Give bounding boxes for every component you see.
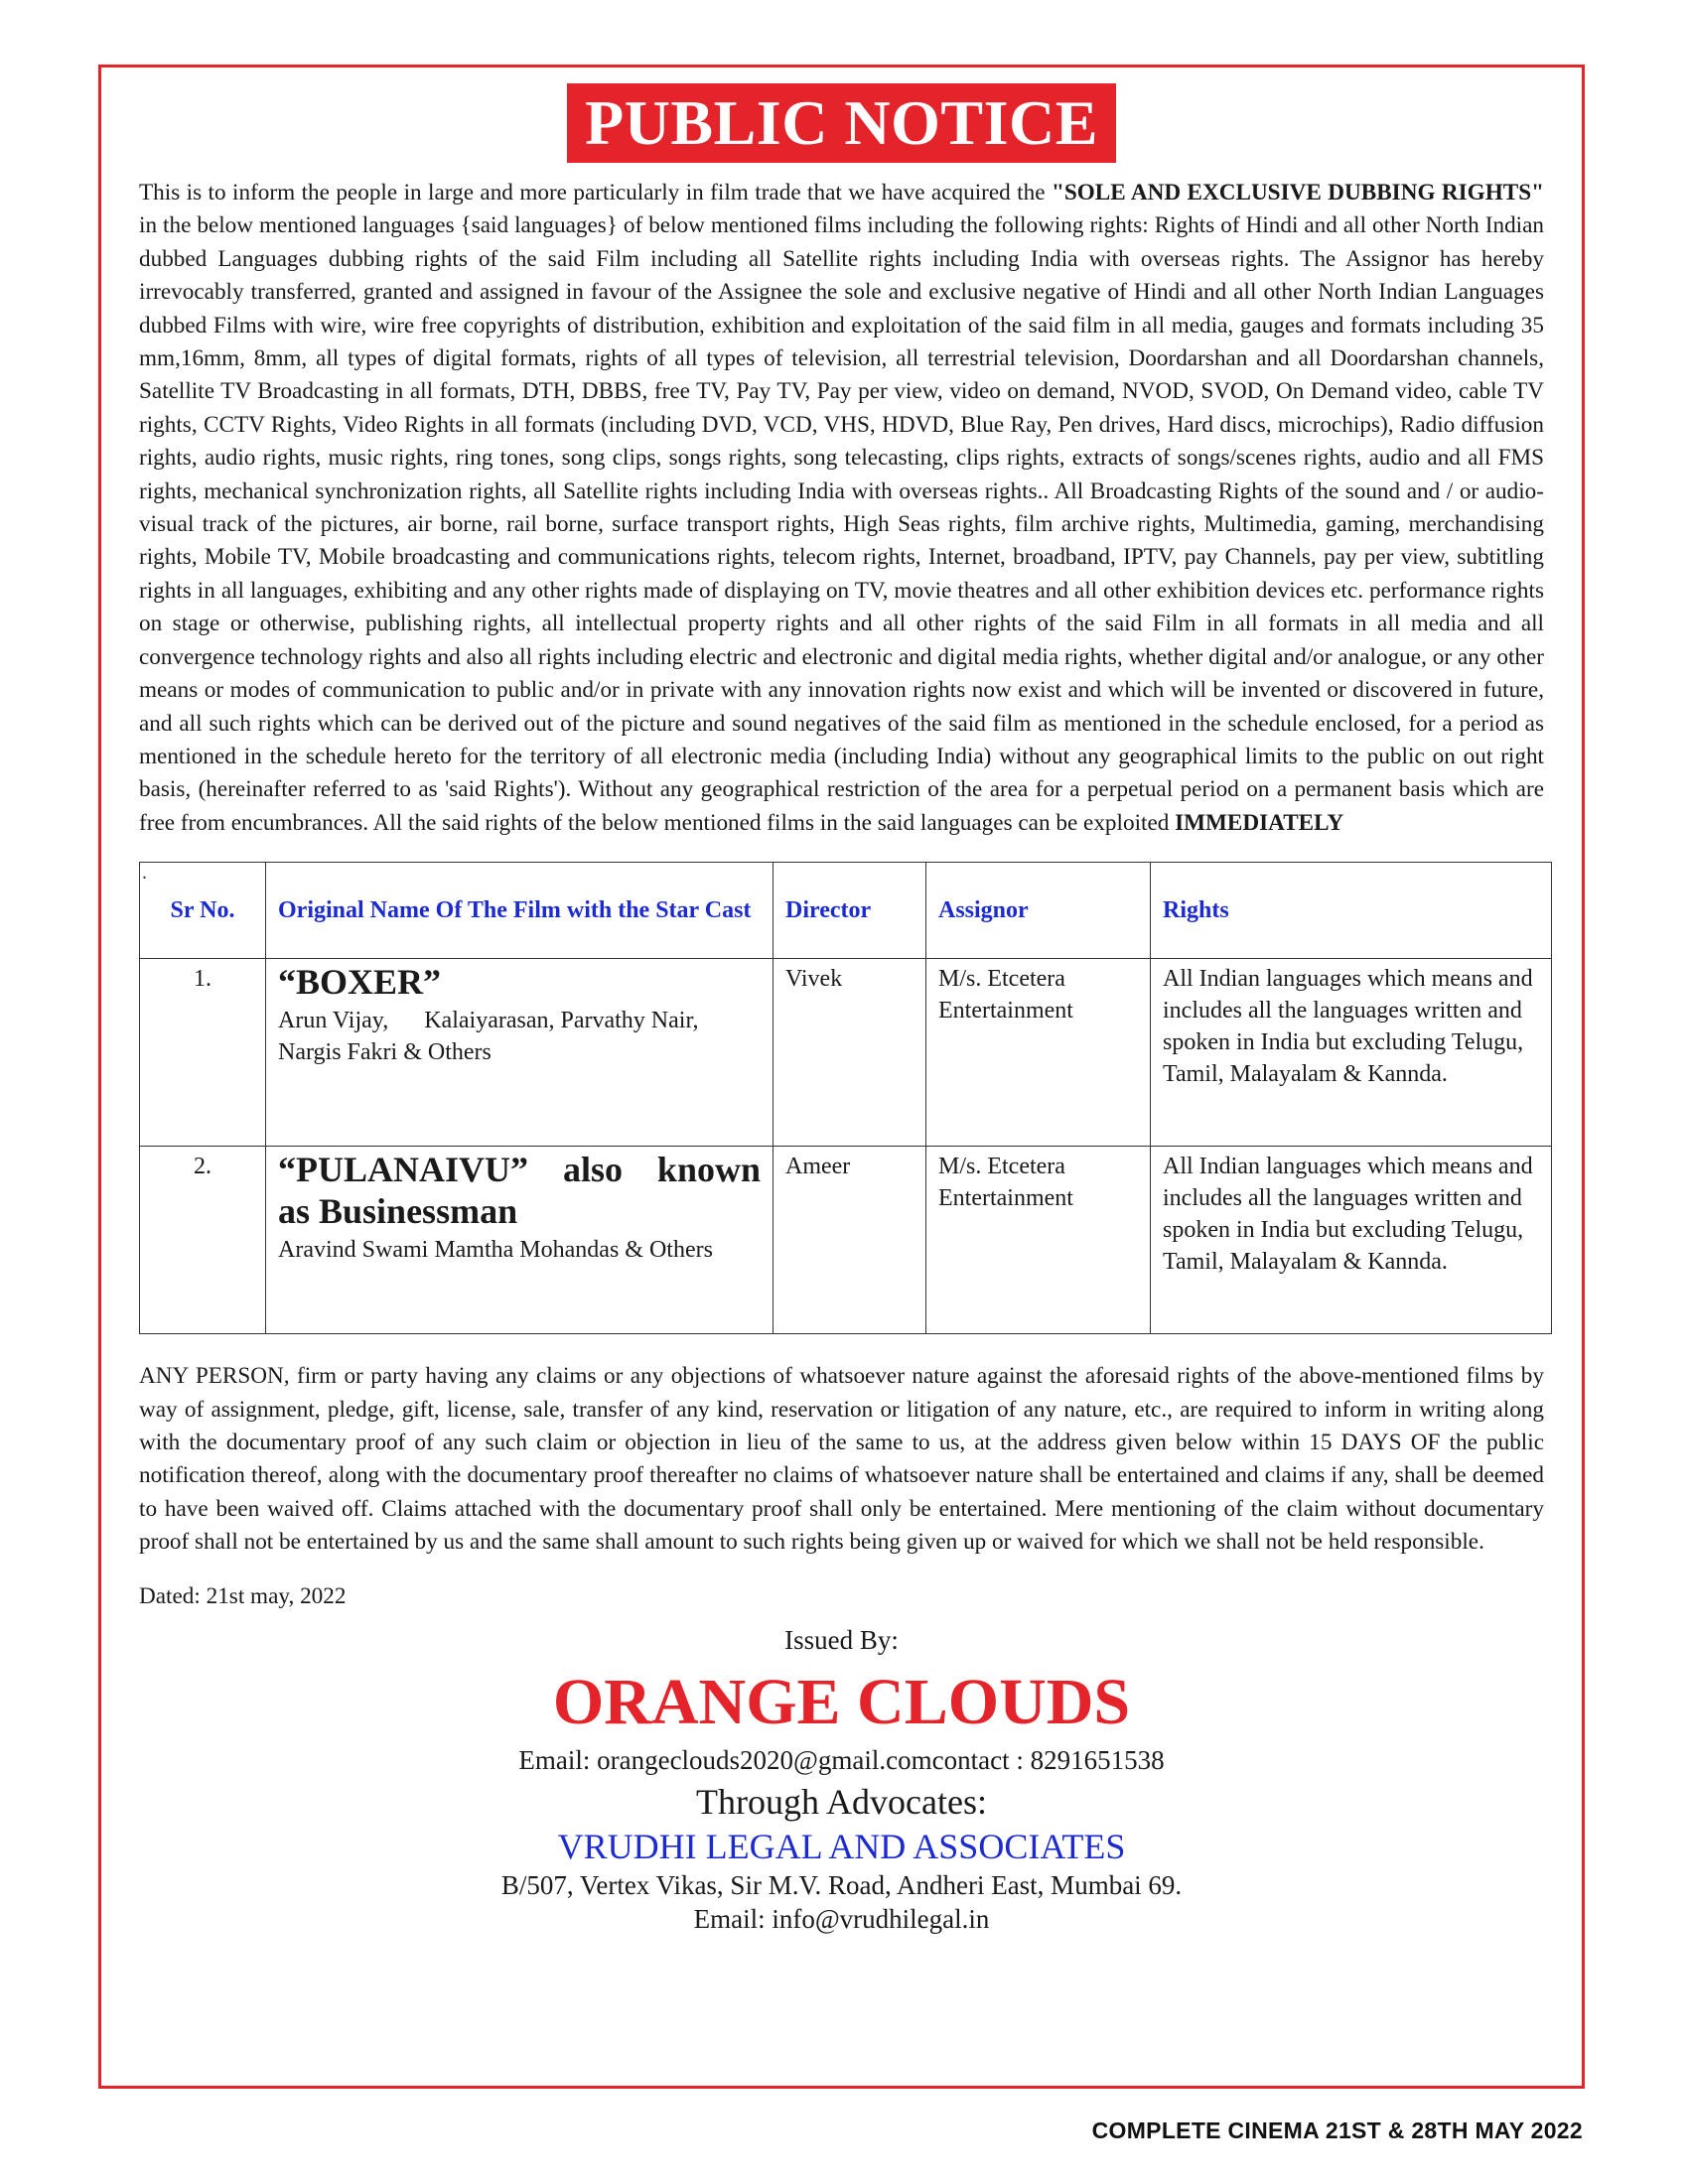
intro-paragraph [139, 177, 1544, 840]
header-director: Director [774, 863, 926, 959]
intro-rights-bold: "SOLE AND EXCLUSIVE DUBBING RIGHTS" [1051, 180, 1544, 205]
row-assignor: M/s. Etcetera Entertainment [926, 959, 1151, 1147]
header-rights: Rights [1151, 863, 1552, 959]
advocates-address: B/507, Vertex Vikas, Sir M.V. Road, Andheri East, Mumbai 69. [500, 1869, 1183, 1900]
row-director: Ameer [774, 1147, 926, 1334]
intro-immediately: IMMEDIATELY [1175, 809, 1344, 836]
publication-footer: COMPLETE CINEMA 21ST & 28TH MAY 2022 [1091, 2117, 1583, 2143]
film-cast: Aravind Swami Mamtha Mohandas & Others [278, 1237, 713, 1264]
issued-by: Issued By: [784, 1624, 899, 1655]
notice-title: PUBLIC NOTICE [567, 83, 1116, 163]
intro-body: in the below mentioned languages {said languages} of below mentioned films including the following rights: Rights of Hindi and all other North Indian dubbed Languages dubbing rights of the said Film including all Satellite rights including India with overseas rights. The Assignor has hereby irrevocably transferred, granted and assigned in favour of the Assignee the sole and exclusive negative of Hindi and all other North Indian Languages dubbed Films with wire, wire free copyrights of distribution, exhibition and exploitation of the said film in all media, gauges and formats including 35 mm,16mm, 8mm, all types of digital formats, rights of all types of television, all terrestrial television, Doordarshan and all Doordarshan channels, Satellite TV Broadcasting in all formats, DTH, DBBS, free TV, Pay TV, Pay per view, video on demand, NVOD, SVOD, On Demand video, cable TV rights, CCTV Rights, Video Rights in all formats (including DVD, VCD, VHS, HDVD, Blue Ray, Pen drives, Hard discs, microchips), Radio diffusion rights, audio rights, music rights, ring tones, song clips, songs rights, song telecasting, clips rights, extracts of songs/scenes rights, audio and all FMS rights, mechanical synchronization rights, all Satellite rights including India with overseas rights.. All Broadcasting Rights of the sound and / or audio-visual track of the pictures, air borne, rail borne, surface transport rights, High Seas rights, film archive rights, Multimedia, gaming, merchandising rights, Mobile TV, Mobile broadcasting and communications rights, telecom rights, Internet, broadband, IPTV, pay Channels, pay per view, subtitling rights in all languages, exhibiting and any other rights made of displaying on TV, movie theatres and all other exhibition devices etc. performance rights on stage or otherwise, publishing rights, all intellectual property rights and all other rights of the said Film in all formats in all media and all convergence technology rights and also all rights including electric and electronic and digital media rights, whether digital and/or analogue, or any other means or modes of communication to public and/or in private with any innovation rights now exist and which will be invented or discovered in future, and all such rights which can be derived out of the picture and sound negatives of the said film as mentioned in the schedule enclosed, for a period as mentioned in the schedule hereto for the territory of all electronic media (including India) without any geographical limits to the public on out right basis, (hereinafter referred to as 'said Rights'). Without any geographical restriction of the area for a perpetual period on a permanent basis which are free from encumbrances. All the said rights of the below mentioned films in the said languages can be exploited [139, 212, 1544, 836]
notice-border [98, 65, 1585, 2089]
film-title-line2: as Businessman [278, 1191, 518, 1232]
dated: Dated: 21st may, 2022 [139, 1582, 347, 1609]
company-contact: Email: orangeclouds2020@gmail.comcontact : 8291651538 [518, 1744, 1165, 1775]
row-sr: 2. [140, 1147, 266, 1334]
row-rights: All Indian languages which means and includes all the languages written and spoken in India but excluding Telugu, Tamil, Malayalam & Kannda. [1151, 959, 1552, 1147]
header-sr-no: . Sr No. [140, 863, 266, 959]
title-bar [101, 83, 1582, 163]
claims-paragraph: ANY PERSON, firm or party having any claims or any objections of whatsoever nature against the aforesaid rights of the above-mentioned films by way of assignment, pledge, gift, license, sale, transfer of any kind, reservation or litigation of any nature, etc., are required to inform in writing along with the documentary proof of any such claim or objection in lieu of the same to us, at the address given below within 15 DAYS OF the public notification thereof, along with the documentary proof thereafter no claims of whatsoever nature shall be entertained and claims if any, shall be deemed to have been waived off. Claims attached with the documentary proof shall only be entertained. Mere mentioning of the claim without documentary proof shall not be entertained by us and the same shall amount to such rights being given up or waived for which we shall not be held responsible. [139, 1363, 1544, 1556]
table-row [140, 1147, 1552, 1334]
company-name: ORANGE CLOUDS [552, 1665, 1131, 1738]
films-table [139, 862, 1552, 1334]
notice-content [139, 177, 1544, 1936]
advocates-firm: VRUDHI LEGAL AND ASSOCIATES [557, 1826, 1126, 1866]
row-director: Vivek [774, 959, 926, 1147]
intro-lead: This is to inform the people in large and more particularly in film trade that we have acquired the [139, 180, 1052, 205]
header-film: Original Name Of The Film with the Star Cast [266, 863, 774, 959]
header-assignor: Assignor [926, 863, 1151, 959]
row-film [266, 1147, 774, 1334]
stray-mark: . [142, 862, 147, 885]
advocates-email: Email: info@vrudhilegal.in [693, 1903, 990, 1934]
table-header-row [140, 863, 1552, 959]
table-row [140, 959, 1552, 1147]
through-advocates: Through Advocates: [696, 1781, 987, 1822]
row-sr: 1. [140, 959, 266, 1147]
film-title-line1: “PULANAIVU” also known [278, 1150, 761, 1190]
row-film [266, 959, 774, 1147]
film-cast: Arun Vijay, Kalaiyarasan, Parvathy Nair, Nargis Fakri & Others [278, 1008, 699, 1066]
film-title: “BOXER” [278, 962, 442, 1003]
row-assignor: M/s. Etcetera Entertainment [926, 1147, 1151, 1334]
row-rights: All Indian languages which means and includes all the languages written and spoken in India but excluding Telugu, Tamil, Malayalam & Kannda. [1151, 1147, 1552, 1334]
